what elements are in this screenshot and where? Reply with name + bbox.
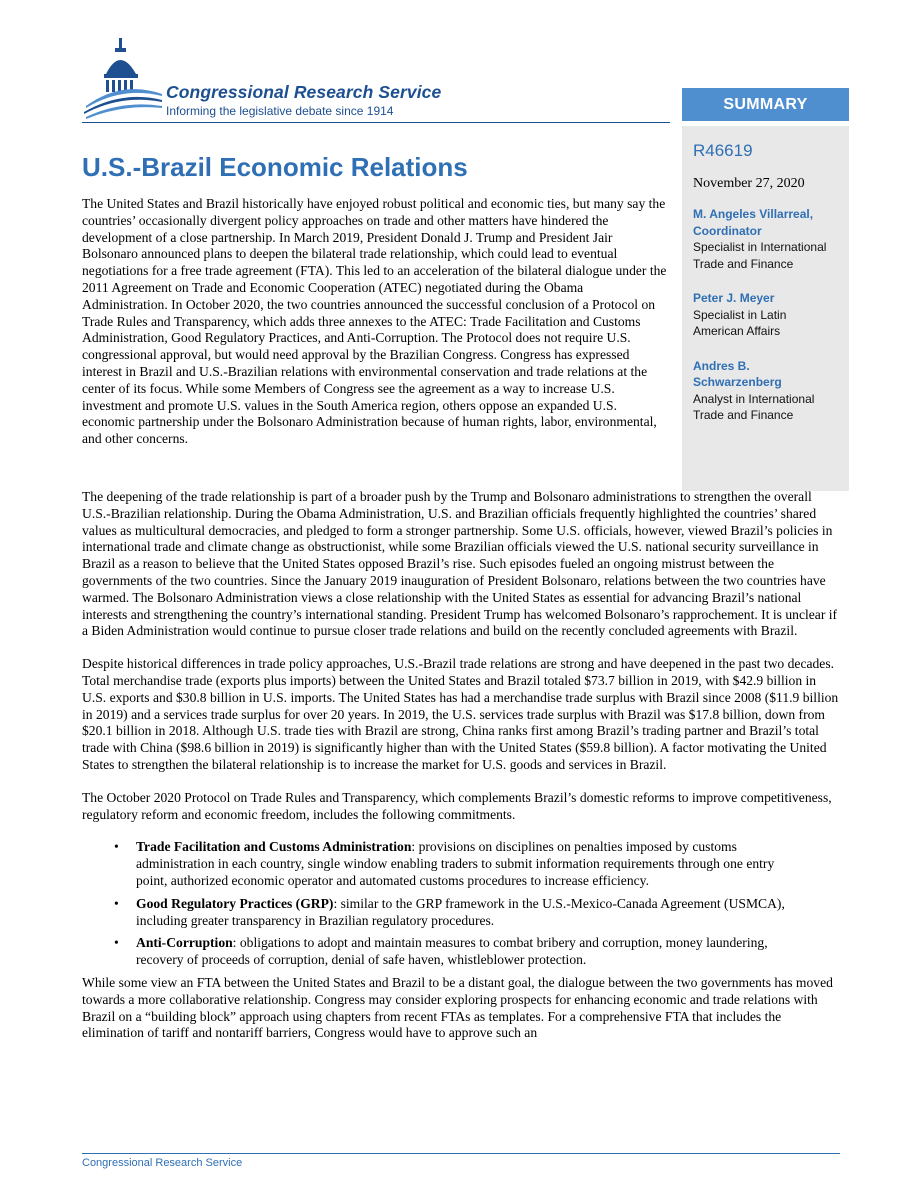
bullet-icon: • — [114, 839, 119, 855]
org-tagline: Informing the legislative debate since 1914 — [166, 104, 394, 118]
author-title: Specialist in Latin — [693, 307, 787, 322]
author-title: Trade and Finance — [693, 408, 794, 422]
body-paragraph: While some view an FTA between the United States and Brazil to be a distant goal, the dialogue between the two governments has moved towards a more collaborative relationship. Congress may consider exploring prospects for enhancing economic and trade relations with Brazil on a “building block” approach using chapters from recent FTAs as templates. For a comprehensive FTA that includes the elimination of tariff and nontariff barriers, Congress would have to approve such an — [82, 974, 833, 1041]
commitments-list — [82, 839, 840, 969]
author-entry — [693, 290, 841, 340]
body-paragraph: The deepening of the trade relationship is part of a broader push by the Trump and Bolsonaro administrations to strengthen the overall U.S.-Brazilian relationship. During the Obama Administration, U.S. and Brazilian officials frequently highlighted the countries’ shared values as multicultural democracies, and pledged to form a stronger partnership. Some U.S. officials, however, viewed Brazil’s policies in international trade and climate change as obstructionist, while some Brazilian officials viewed the U.S. national security surveillance in Brazil as a reason to believe that the United States opposed Brazil’s rise. Such episodes fueled an ongoing mistrust between the governments of the two countries. Since the January 2019 inauguration of President Bolsonaro, relations between the two countries have warmed. The Bolsonaro Administration views a close relationship with the United States as essential for advancing Brazil’s national interests and strengthening the country’s international standing. President Trump has welcomed Bolsonaro’s rapprochement. It is unclear if a Biden Administration would continue to pursue closer trade relations and build on the recently concluded agreements with Brazil. — [82, 489, 838, 639]
author-title: Specialist in International — [693, 240, 827, 254]
body-paragraph: Despite historical differences in trade policy approaches, U.S.-Brazil trade relations are strong and have deepened in the past two decades. Total merchandise trade (exports plus imports) between the United States and Brazil totaled $73.7 billion in 2019, with $42.9 billion in U.S. exports and $30.8 billion in U.S. imports. The United States has had a merchandise trade surplus with Brazil since 2008 ($11.9 billion in 2019) and a services trade surplus for over 20 years. In 2019, the U.S. services trade surplus with Brazil was $17.8 billion, down from $20.1 billion in 2018. Although U.S. trade ties with Brazil are strong, China ranks first among Brazil’s trading partner and Brazil’s total trade with China ($98.6 billion in 2019) is significantly higher than with the United States ($59.8 billion). A factor motivating the United States to strengthen the bilateral relationship is to increase the market for U.S. goods and services in Brazil. — [82, 656, 839, 772]
org-name: Congressional Research Service — [166, 82, 442, 102]
summary-label: SUMMARY — [682, 88, 849, 121]
author-title: American Affairs — [693, 324, 781, 338]
header-divider — [82, 122, 670, 123]
author-name: M. Angeles Villarreal, — [693, 207, 814, 221]
bullet-term: Good Regulatory Practices (GRP) — [136, 895, 334, 911]
author-entry — [693, 358, 841, 424]
list-item — [82, 839, 840, 889]
list-item — [82, 896, 840, 930]
bullet-icon: • — [114, 935, 119, 951]
footer-text: Congressional Research Service — [82, 1157, 243, 1169]
author-entry — [693, 206, 841, 272]
bullet-text: : obligations to adopt and maintain measures to combat bribery and corruption, money laundering, recovery of proceeds of corruption, denial of safe haven, whistleblower protection. — [136, 935, 768, 968]
bullet-text: : similar to the GRP framework in the U.S.-Mexico-Canada Agreement (USMCA), including greater transparency in Brazilian regulatory procedures. — [136, 895, 785, 928]
author-role: Coordinator — [693, 223, 762, 238]
bullet-icon: • — [114, 895, 119, 911]
capitol-dome-icon — [82, 34, 162, 120]
page-title: U.S.-Brazil Economic Relations — [82, 152, 468, 182]
body-paragraph: The October 2020 Protocol on Trade Rules and Transparency, which complements Brazil’s domestic reforms to improve competitiveness, regulatory reform and economic freedom, includes the following commitments. — [82, 789, 832, 822]
bullet-term: Anti-Corruption — [136, 935, 233, 951]
bullet-text: : provisions on disciplines on penalties imposed by customs administration in each country, single window enabling traders to submit information requirements through one entry point, authorized economic operator and automated customs procedures to increase efficiency. — [136, 839, 775, 888]
report-number: R46619 — [693, 141, 753, 160]
summary-sidebar — [682, 126, 849, 491]
footer-divider — [82, 1153, 840, 1154]
report-date: November 27, 2020 — [693, 176, 805, 191]
bullet-term: Trade Facilitation and Customs Administration — [136, 839, 412, 855]
list-item — [82, 935, 840, 969]
author-title: Trade and Finance — [693, 256, 794, 271]
summary-paragraph: The United States and Brazil historically have enjoyed robust political and economic ties, but many say the countries’ occasionally divergent policy approaches on trade and other matters have hindered the development of a close partnership. In March 2019, President Donald J. Trump and President Jair Bolsonaro announced plans to deepen the bilateral trade relationship, which could lead to eventual negotiations for a free trade agreement (FTA). This led to an acceleration of the bilateral dialogue under the 2011 Agreement on Trade and Economic Cooperation (ATEC) negotiated during the Obama Administration. In October 2020, the two countries announced the successful conclusion of a Protocol on Trade Rules and Transparency, which adds three annexes to the ATEC: Trade Facilitation and Customs Administration, Good Regulatory Practices, and Anti-Corruption. The Protocol does not require U.S. congressional approval, but would need approval by the Brazilian Congress. Congress has expressed interest in Brazil and U.S.-Brazilian relations with environmental conservation and trade relations at the center of its focus. While some Members of Congress see the agreement as a way to increase U.S. investment and promote U.S. values in the South America region, others oppose an expanded U.S. economic partnership under the Bolsonaro Administration because of human rights, labor, environmental, and other concerns. — [82, 196, 667, 447]
crs-logo — [82, 34, 682, 124]
main-content — [82, 489, 840, 1058]
author-title: Analyst in International — [693, 391, 815, 406]
author-name: Andres B. Schwarzenberg — [693, 358, 782, 389]
author-name: Peter J. Meyer — [693, 291, 775, 305]
